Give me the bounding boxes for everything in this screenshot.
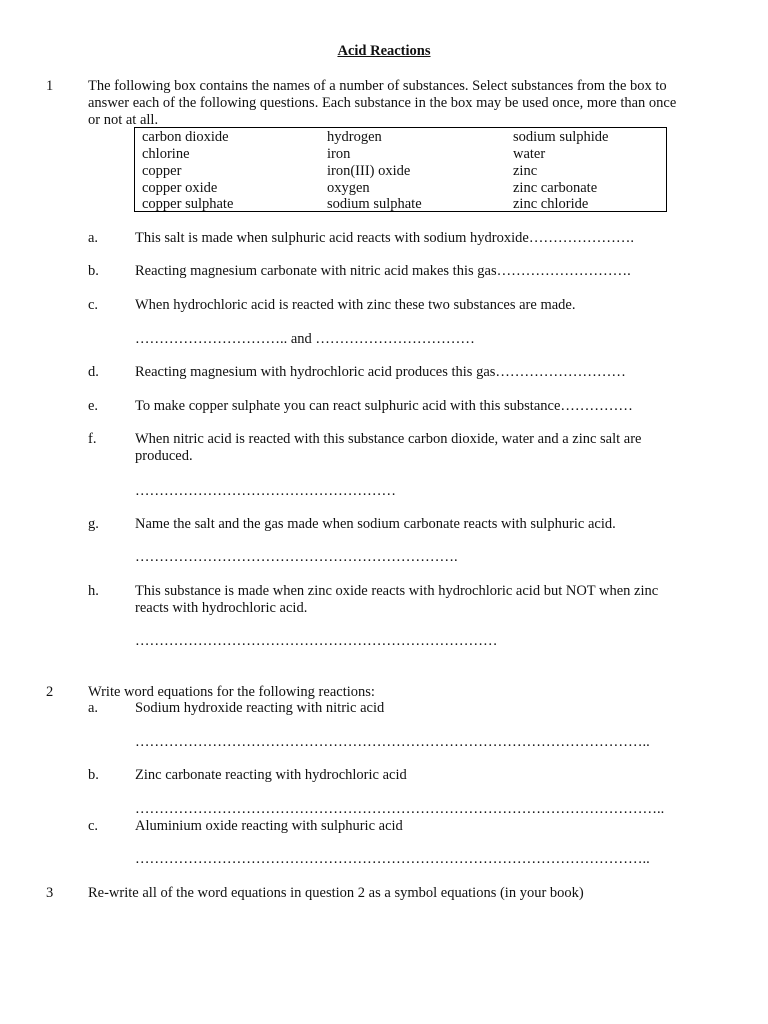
part-label: d. — [88, 364, 99, 380]
substance-cell: copper sulphate — [142, 196, 234, 212]
question-1h-text: This substance is made when zinc oxide reacts with hydrochloric acid but NOT when zinc reacts with hydrochloric acid. — [135, 583, 659, 616]
question-3-number: 3 — [46, 885, 54, 901]
question-1-intro: The following box contains the names of a number of substances. Select substances from the box to answer each of the following questions. Each substance in the box may be used once, more than once or not at all. — [88, 78, 677, 128]
part-label: h. — [88, 583, 99, 599]
question-1c-answer-line[interactable]: ………………………….. and …………………………… — [135, 331, 475, 347]
substance-cell: copper — [142, 163, 182, 179]
page-title: Acid Reactions — [337, 43, 431, 59]
substance-cell: water — [513, 146, 546, 162]
substance-cell: sodium sulphide — [513, 129, 609, 145]
part-label: c. — [88, 297, 99, 313]
question-2c-answer-line[interactable]: …………………………………………………………………………………………….. — [135, 851, 650, 867]
substances-box — [134, 127, 667, 212]
substance-cell: zinc — [513, 163, 538, 179]
question-2a-answer-line[interactable]: …………………………………………………………………………………………….. — [135, 734, 650, 750]
question-1e-text: To make copper sulphate you can react sulphuric acid with this substance…………… — [135, 398, 633, 414]
substance-cell: chlorine — [142, 146, 190, 162]
substance-cell: zinc chloride — [513, 196, 589, 212]
substance-cell: copper oxide — [142, 180, 218, 196]
question-2b-text: Zinc carbonate reacting with hydrochloric acid — [135, 767, 407, 783]
question-2a-text: Sodium hydroxide reacting with nitric acid — [135, 700, 385, 716]
question-1d-text: Reacting magnesium with hydrochloric acid produces this gas……………………… — [135, 364, 626, 380]
substance-cell: sodium sulphate — [327, 196, 422, 212]
part-label: a. — [88, 230, 99, 246]
question-1f-text: When nitric acid is reacted with this substance carbon dioxide, water and a zinc salt are produced. — [135, 431, 642, 464]
question-3-text: Re-write all of the word equations in question 2 as a symbol equations (in your book) — [88, 885, 584, 901]
question-1h-answer-line[interactable]: ………………………………………………………………… — [135, 633, 498, 649]
substance-cell: zinc carbonate — [513, 180, 598, 196]
question-2-number: 2 — [46, 684, 54, 700]
question-2c-text: Aluminium oxide reacting with sulphuric acid — [135, 818, 403, 834]
question-2-intro: Write word equations for the following reactions: — [88, 684, 375, 700]
substance-cell: iron(III) oxide — [327, 163, 411, 179]
question-1g-answer-line[interactable]: …………………………………………………………. — [135, 549, 458, 565]
part-label: a. — [88, 700, 99, 716]
question-1-number: 1 — [46, 78, 54, 94]
part-label: f. — [88, 431, 97, 447]
substance-cell: carbon dioxide — [142, 129, 229, 145]
part-label: b. — [88, 263, 99, 279]
substance-cell: oxygen — [327, 180, 370, 196]
question-1g-text: Name the salt and the gas made when sodium carbonate reacts with sulphuric acid. — [135, 516, 616, 532]
question-2b-answer-line[interactable]: ……………………………………………………………………………………………….. — [135, 801, 665, 817]
question-1a-text: This salt is made when sulphuric acid reacts with sodium hydroxide…………………. — [135, 230, 634, 246]
part-label: e. — [88, 398, 99, 414]
substance-cell: iron — [327, 146, 351, 162]
question-1c-text: When hydrochloric acid is reacted with zinc these two substances are made. — [135, 297, 576, 313]
part-label: g. — [88, 516, 99, 532]
substance-cell: hydrogen — [327, 129, 382, 145]
part-label: c. — [88, 818, 99, 834]
part-label: b. — [88, 767, 99, 783]
question-1f-answer-line[interactable]: ……………………………………………… — [135, 483, 396, 499]
question-1b-text: Reacting magnesium carbonate with nitric acid makes this gas………………………. — [135, 263, 631, 279]
